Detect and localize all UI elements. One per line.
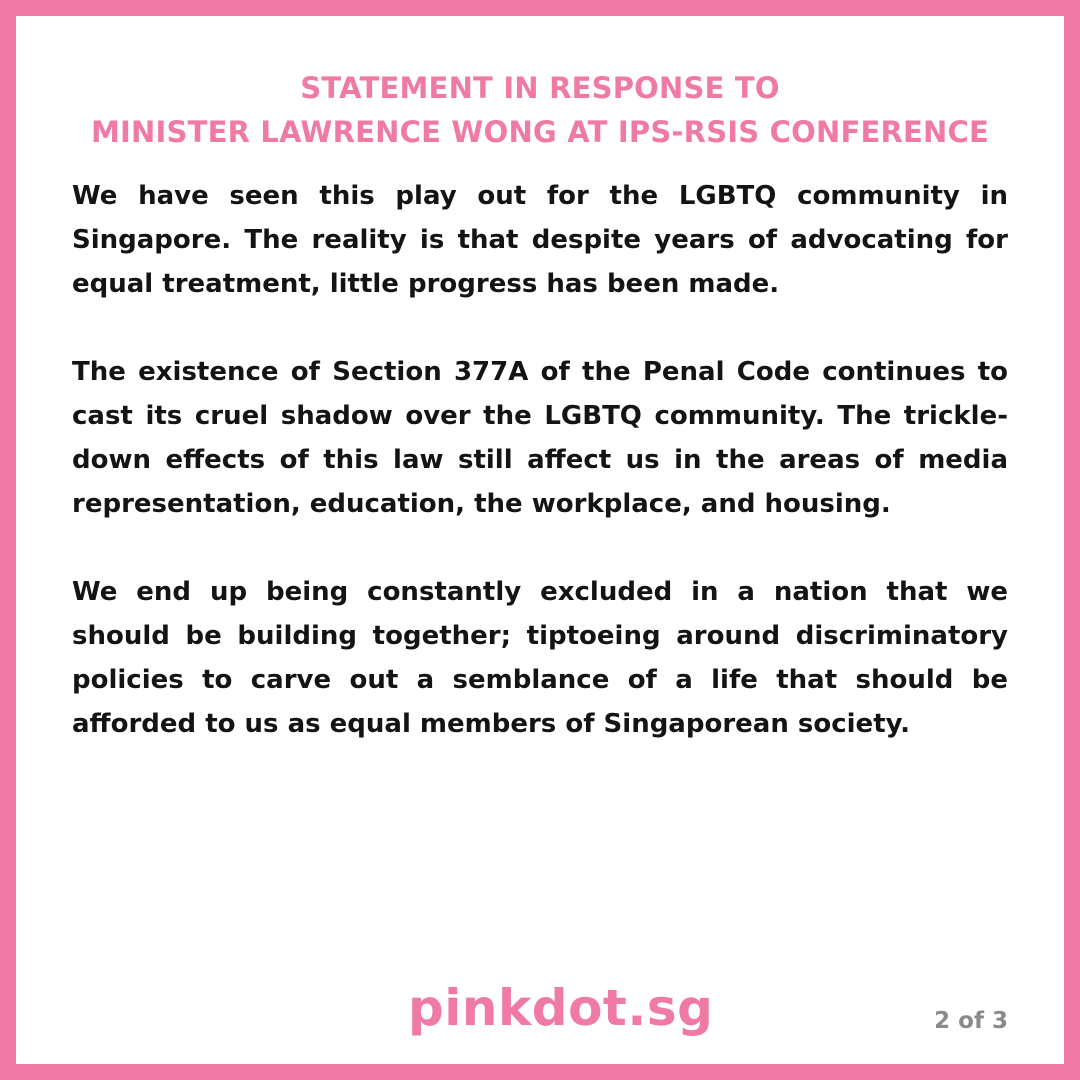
page-indicator: 2 of 3 [934,1008,1008,1034]
paragraph-2: The existence of Section 377A of the Penal Code continues to cast its cruel shadow over the LGBTQ community. The trickle-down effects of this law still affect us in the areas of media representation, education, the workplace, and housing. [72,357,1008,519]
statement-body [72,174,1008,790]
title-line-1: STATEMENT IN RESPONSE TO [300,71,780,105]
statement-title [16,66,1064,154]
title-line-2: MINISTER LAWRENCE WONG AT IPS-RSIS CONFERENCE [91,115,989,149]
statement-card [16,16,1064,1064]
pinkdot-logo: pinkdot.sg [408,979,714,1037]
paragraph-1: We have seen this play out for the LGBTQ community in Singapore. The reality is that despite years of advocating for equal treatment, little progress has been made. [72,181,1008,299]
paragraph-3: We end up being constantly excluded in a nation that we should be building together; tiptoeing around discriminatory policies to carve out a semblance of a life that should be afforded to us as equal members of Singaporean society. [72,577,1008,739]
